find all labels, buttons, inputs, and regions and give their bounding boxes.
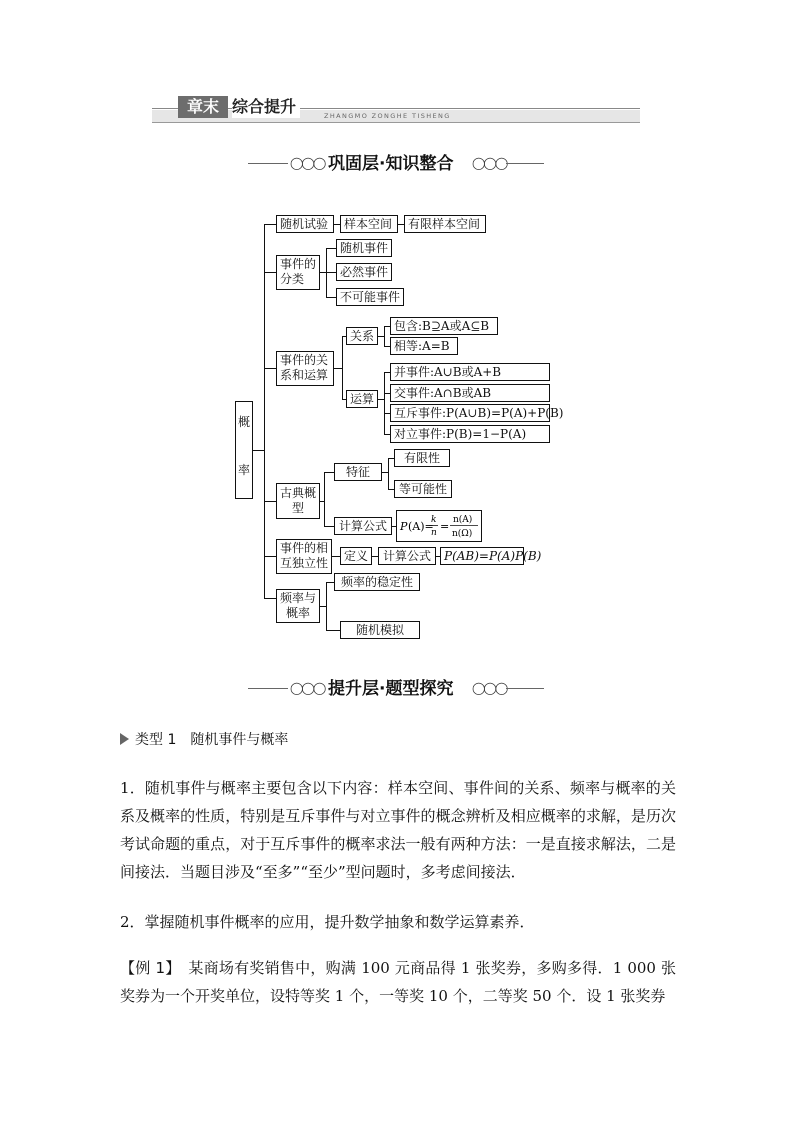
node-random-simulation: 随机模拟 bbox=[340, 621, 420, 639]
svg-text:n(A): n(A) bbox=[453, 515, 473, 525]
connector bbox=[253, 450, 264, 451]
node-random-event: 随机事件 bbox=[336, 239, 392, 257]
connector bbox=[264, 598, 276, 599]
node-finite-sample-space: 有限样本空间 bbox=[404, 215, 486, 233]
type-heading bbox=[120, 730, 288, 750]
node-feature: 特征 bbox=[334, 463, 382, 481]
connector bbox=[264, 556, 276, 557]
ornament-icon: ◯◯◯ bbox=[472, 156, 507, 170]
connector bbox=[324, 472, 334, 473]
node-finite: 有限性 bbox=[394, 449, 450, 467]
connector bbox=[264, 368, 276, 369]
node-event-classification: 事件的分类 bbox=[276, 255, 320, 290]
connector bbox=[326, 272, 336, 273]
node-certain-event: 必然事件 bbox=[336, 263, 392, 281]
node-random-test: 随机试验 bbox=[276, 215, 334, 233]
connector bbox=[326, 582, 334, 583]
branch-line bbox=[324, 472, 325, 526]
connector bbox=[326, 248, 336, 249]
node-classical-model: 古典概型 bbox=[276, 483, 320, 519]
node-opposite: 对立事件:P(B)=1−P(A) bbox=[390, 425, 550, 443]
node-operation: 运算 bbox=[346, 390, 378, 408]
connector bbox=[264, 501, 276, 502]
node-frequency-stability: 频率的稳定性 bbox=[334, 573, 420, 591]
branch-line bbox=[388, 458, 389, 489]
node-root bbox=[235, 401, 253, 499]
paragraph-1: 1．随机事件与概率主要包含以下内容：样本空间、事件间的关系、频率与概率的关系及概率的性质，特别是互斥事件与对立事件的概念辨析及相应概率的求解，是历次考试命题的重点，对于互斥事件的概率求法一般有两种方法：一是直接求解法，二是间接法．当题目涉及“至多”“至少”型问题时，多考虑间接法． bbox=[120, 779, 676, 881]
node-intersection: 交事件:A∩B或AB bbox=[390, 384, 550, 402]
node-equal: 相等:A=B bbox=[390, 337, 458, 355]
formula-graphic bbox=[397, 511, 481, 541]
section-title: 巩固层·知识整合 bbox=[328, 154, 454, 174]
example-1 bbox=[120, 954, 676, 1010]
node-equal-possibility: 等可能性 bbox=[394, 480, 452, 498]
section-title: 提升层·题型探究 bbox=[328, 679, 454, 699]
svg-text:k: k bbox=[431, 515, 437, 525]
node-independence: 事件的相互独立性 bbox=[276, 539, 332, 574]
branch-line bbox=[326, 582, 327, 630]
node-formula-label: 计算公式 bbox=[334, 517, 392, 535]
example-label: 【例 1】 bbox=[120, 959, 174, 977]
branch-line bbox=[342, 336, 343, 399]
triangle-marker-icon bbox=[120, 733, 129, 745]
root-bottom-char: 率 bbox=[237, 463, 250, 477]
node-definition: 定义 bbox=[340, 547, 372, 565]
svg-text:n: n bbox=[431, 528, 437, 538]
node-contain: 包含:B⊇A或A⊆B bbox=[390, 317, 498, 335]
node-relation: 关系 bbox=[346, 327, 378, 345]
node-formula bbox=[396, 510, 482, 542]
section-banner-question-types bbox=[248, 677, 544, 701]
connector bbox=[326, 630, 340, 631]
ornament-icon: ◯◯◯ bbox=[472, 681, 507, 695]
example-text: 某商场有奖销售中，购满 100 元商品得 1 张奖券，多购多得．1 000 张奖券为一个开奖单位，设特等奖 1 个，一等奖 10 个，二等奖 50 个．设 1 张奖券 bbox=[120, 959, 676, 1005]
node-indep-formula-label: 计算公式 bbox=[378, 547, 436, 565]
banner-rule-right bbox=[506, 688, 544, 689]
node-relations-operations: 事件的关系和运算 bbox=[276, 351, 334, 386]
paragraph-2: 2．掌握随机事件概率的应用，提升数学抽象和数学运算素养． bbox=[120, 913, 535, 931]
header-subtitle: ZHANGMO ZONGHE TISHENG bbox=[324, 112, 451, 120]
svg-text:P: P bbox=[400, 520, 408, 533]
node-indep-formula: P(AB)=P(A)P(B) bbox=[440, 547, 524, 565]
branch-line bbox=[384, 326, 385, 346]
connector bbox=[326, 297, 336, 298]
node-union: 并事件:A∪B或A+B bbox=[390, 363, 550, 381]
trunk-line bbox=[264, 224, 265, 598]
node-mutex: 互斥事件:P(A∪B)=P(A)+P(B) bbox=[390, 404, 550, 422]
node-sample-space: 样本空间 bbox=[340, 215, 398, 233]
connector bbox=[324, 526, 334, 527]
type-heading-text: 类型 1 随机事件与概率 bbox=[135, 732, 289, 748]
connector bbox=[264, 224, 276, 225]
ornament-icon: ◯◯◯ bbox=[290, 681, 325, 695]
header-badge: 章末 bbox=[178, 96, 228, 118]
ornament-icon: ◯◯◯ bbox=[290, 156, 325, 170]
connector bbox=[264, 272, 276, 273]
branch-line bbox=[384, 372, 385, 434]
node-frequency-probability: 频率与概率 bbox=[276, 589, 320, 623]
connector bbox=[332, 556, 340, 557]
svg-text:n(Ω): n(Ω) bbox=[452, 529, 473, 539]
node-impossible-event: 不可能事件 bbox=[336, 288, 404, 306]
svg-text:=: = bbox=[440, 520, 450, 533]
root-top-char: 概 bbox=[237, 415, 250, 429]
connector bbox=[334, 368, 342, 369]
banner-rule-left bbox=[248, 688, 288, 689]
header-title: 综合提升 bbox=[232, 96, 300, 118]
svg-text:(A)=: (A)= bbox=[408, 520, 434, 533]
